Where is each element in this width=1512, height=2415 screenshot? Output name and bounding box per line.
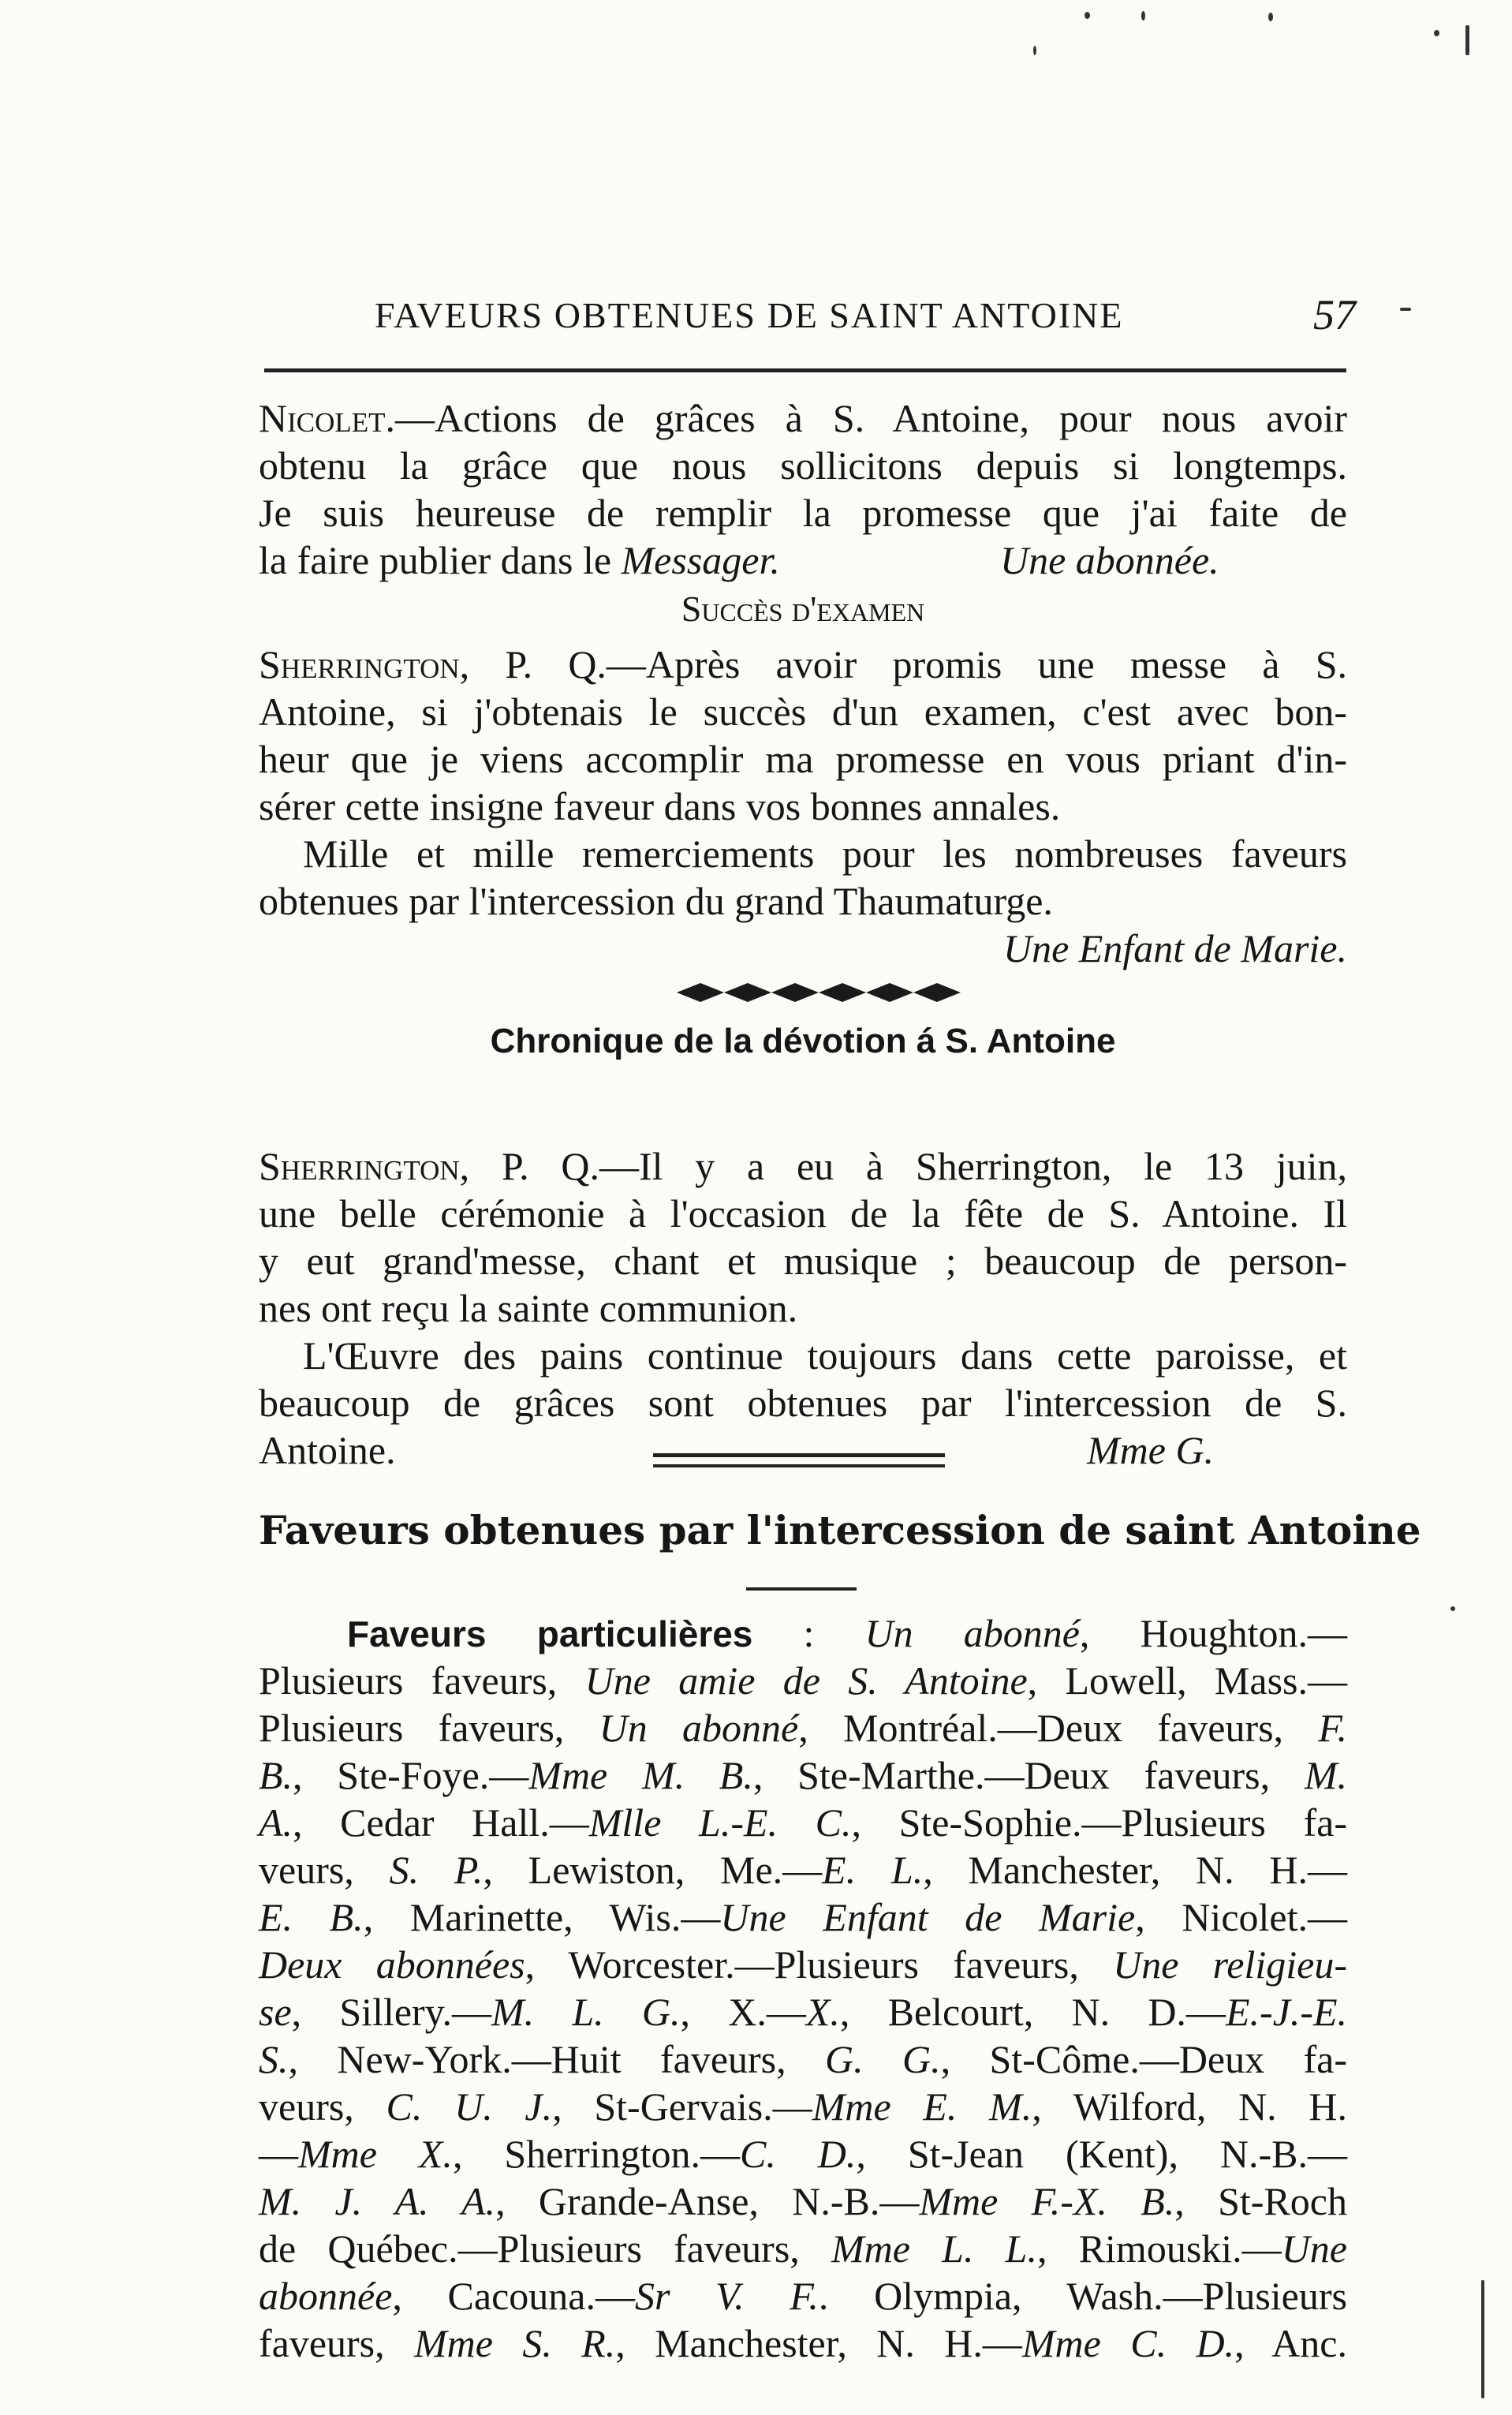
text-line: A., Cedar Hall.—Mlle L.-E. C., Ste-Sophie.—Plusieurs fa- — [259, 1800, 1348, 1845]
text-line: heur que je viens accomplir ma promesse en vous priant d'in- — [259, 737, 1347, 781]
page-number: 57 — [1313, 291, 1356, 338]
text-line: Nicolet.—Actions de grâces à S. Antoine, pour nous avoir — [259, 396, 1347, 440]
text-line: sérer cette insigne faveur dans vos bonnes annales. — [259, 784, 1061, 828]
text-line: veurs, S. P., Lewiston, Me.—E. L., Manchester, N. H.— — [259, 1848, 1347, 1892]
text-line: se, Sillery.—M. L. G., X.—X., Belcourt, N. D.—E.-J.-E. — [259, 1990, 1348, 2034]
text-line: obtenues par l'intercession du grand Thaumaturge. — [259, 879, 1053, 923]
double-rule-bottom — [653, 1464, 945, 1467]
text-line: E. B., Marinette, Wis.—Une Enfant de Marie, Nicolet.— — [259, 1895, 1347, 1939]
text-line: la faire publier dans le Messager. Une abonnée. — [259, 538, 1219, 582]
text-line: faveurs, Mme S. R., Manchester, N. H.—Mme C. D., Anc. — [259, 2321, 1347, 2365]
text-column — [259, 0, 1421, 2415]
text-line: L'Œuvre des pains continue toujours dans cette paroisse, et — [303, 1333, 1347, 1378]
text-line: beaucoup de grâces sont obtenues par l'intercession de S. — [259, 1381, 1347, 1425]
scan-speck — [1434, 30, 1439, 36]
scan-speck — [1465, 25, 1469, 55]
scan-speck — [1141, 11, 1145, 21]
text-line: obtenu la grâce que nous sollicitons depuis si longtemps. — [259, 443, 1347, 488]
text-line: Plusieurs faveurs, Une amie de S. Antoine, Lowell, Mass.— — [259, 1658, 1347, 1703]
text-line: une belle cérémonie à l'occasion de la fête de S. Antoine. Il — [259, 1191, 1347, 1236]
signature: Une Enfant de Marie. — [1002, 926, 1347, 970]
scan-speck — [1085, 12, 1090, 19]
scan-speck — [1033, 46, 1036, 55]
text-line: S., New-York.—Huit faveurs, G. G., St-Côme.—Deux fa- — [259, 2037, 1347, 2081]
text-line: Deux abonnées, Worcester.—Plusieurs faveurs, Une religieu- — [259, 1942, 1347, 1987]
text-line: veurs, C. U. J., St-Gervais.—Mme E. M., Wilford, N. H. — [259, 2084, 1347, 2129]
text-line: Sherrington, P. Q.—Après avoir promis une messe à S. — [259, 642, 1347, 686]
scan-speck — [1268, 13, 1273, 21]
scan-speck — [1450, 1606, 1455, 1611]
text-line: Plusieurs faveurs, Un abonné, Montréal.—Deux faveurs, F. — [259, 1706, 1347, 1750]
ornament-divider — [669, 977, 984, 1008]
text-line: Je suis heureuse de remplir la promesse que j'ai faite de — [259, 491, 1347, 535]
scan-speck — [1400, 308, 1411, 311]
text-line: de Québec.—Plusieurs faveurs, Mme L. L., Rimouski.—Une — [259, 2226, 1347, 2271]
text-line: B., Ste-Foye.—Mme M. B., Ste-Marthe.—Deux faveurs, M. — [259, 1753, 1347, 1797]
text-line: —Mme X., Sherrington.—C. D., St-Jean (Kent), N.-B.— — [259, 2132, 1347, 2176]
text-line: Antoine. Mme G. — [259, 1428, 1215, 1472]
text-line: abonnée, Cacouna.—Sr V. F.. Olympia, Wash.—Plusieurs — [259, 2274, 1347, 2318]
text-line: nes ont reçu la sainte communion. — [259, 1286, 798, 1330]
text-line: y eut grand'messe, chant et musique ; beaucoup de person- — [259, 1239, 1347, 1283]
running-title: FAVEURS OBTENUES DE SAINT ANTOINE — [375, 295, 1124, 335]
double-rule-top — [653, 1453, 945, 1457]
text-line: Mille et mille remerciements pour les nombreuses faveurs — [303, 832, 1347, 876]
chronique-heading: Chronique de la dévotion á S. Antoine — [490, 1022, 1116, 1060]
text-line: M. J. A. A., Grande-Anse, N.-B.—Mme F.-X. B., St-Roch — [259, 2179, 1347, 2223]
text-line: Antoine, si j'obtenais le succès d'un examen, c'est avec bon- — [259, 690, 1347, 734]
text-line: Sherrington, P. Q.—Il y a eu à Sherrington, le 13 juin, — [259, 1144, 1347, 1188]
scan-speck — [1481, 2280, 1484, 2398]
section-heading: Succès d'examen — [681, 589, 925, 629]
faveurs-heading: Faveurs obtenues par l'intercession de saint Antoine — [259, 1507, 1421, 1553]
short-rule — [746, 1587, 857, 1591]
text-line: Faveurs particulières : Un abonné, Houghton.— — [347, 1611, 1347, 1655]
